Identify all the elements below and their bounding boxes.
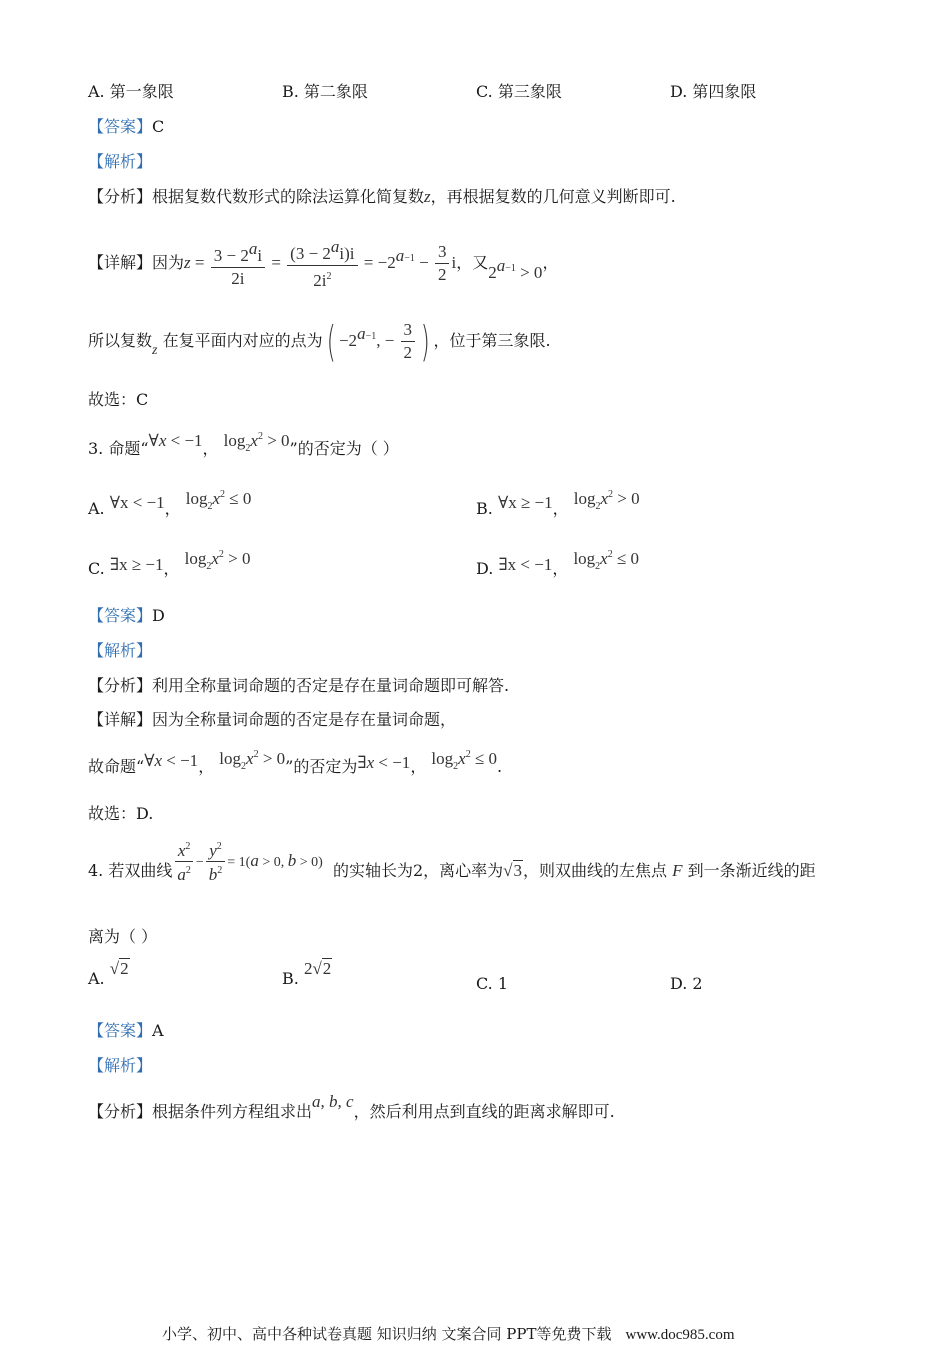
- math-z-eq: z: [184, 253, 191, 272]
- q4-stem-mid: 的实轴长为2，离心率为: [332, 861, 504, 880]
- q2-guxuan: 故选：C: [88, 390, 149, 409]
- q3-answer: [88, 606, 165, 626]
- q4-jiexi: [88, 1056, 152, 1076]
- xiangjie-tag: 【详解】: [88, 253, 153, 272]
- q3-option-a: A. ∀x < −1， $\log_2x^2 \le 0$: [88, 489, 252, 518]
- point-post: ，位于第三象限.: [433, 331, 551, 350]
- xiangjie-mid: ，又: [456, 253, 489, 272]
- answer-value: A: [152, 1021, 164, 1040]
- q4-option-b: B. 2√2: [282, 959, 332, 988]
- q2-jiexi: [88, 152, 152, 172]
- q2-option-a: A. 第一象限: [88, 82, 174, 101]
- xiangjie-pre: 因为: [152, 253, 185, 272]
- conclusion-end: .: [497, 757, 503, 776]
- q2-answer: [88, 117, 164, 137]
- q3-stem-post: ”的否定为（ ）: [289, 439, 399, 458]
- frac-1: $\frac{3 - 2^ai}{2i}$: [211, 238, 265, 290]
- q4-option-d: D. 2: [670, 974, 703, 993]
- answer-tag: 【答案】: [88, 606, 153, 625]
- q3-option-c: C. ∃x ≥ −1， $\log_2x^2 > 0$: [88, 549, 251, 578]
- answer-value: C: [152, 117, 165, 136]
- footer-url[interactable]: www.doc985.com: [625, 1327, 735, 1343]
- q4-stem: 4. 若双曲线 $\frac{x^2}{a^2}$ − $\frac{y^2}{b^2}$ = 1(a > 0, b > 0) 的实轴长为2，离心率为√3，则双曲线的左焦点 F 到一条渐近线的距: [88, 836, 816, 908]
- q2-point: 所以复数z 在复平面内对应的点为( $-2^{a-1}$, − $\frac{3}{2}$ ) ，位于第三象限.: [88, 316, 551, 366]
- xiangjie-text: 因为全称量词命题的否定是存在量词命题，: [152, 710, 457, 729]
- q4-answer: [88, 1021, 164, 1041]
- q4-stem-post: 到一条渐近线的距: [687, 861, 816, 880]
- frac-x2a2: $\frac{x^2}{a^2}$: [174, 838, 194, 885]
- fenxi-text: 根据条件列方程组求出: [152, 1102, 313, 1121]
- frac-2: $\frac{(3 - 2^ai)i}{2i^2}$: [287, 236, 357, 292]
- q4-stem-pre: 4. 若双曲线: [88, 861, 173, 880]
- q3-conclusion: 故命题“∀x < −1， $\log_2x^2 > 0$”的否定为∃x < −1， $\log_2x^2 \le 0$.: [88, 749, 503, 776]
- sqrt-2: √2: [109, 959, 129, 978]
- q4-stem-mid2: ，则双曲线的左焦点: [523, 861, 668, 880]
- answer-value: D: [152, 606, 165, 625]
- jiexi-tag: 【解析】: [88, 1056, 153, 1075]
- frac-3: $\frac{3}{2}$: [435, 241, 450, 286]
- q3-option-d: D. ∃x < −1， $\log_2x^2 \le 0$: [476, 549, 640, 578]
- q2-xiangjie: 【详解】因为z = $\frac{3 - 2^ai}{2i}$ = $\frac{(3 - 2^ai)i}{2i^2}$ = $-2^{a-1}$ − $\frac{3}{2}$ i，又$2^{a-1} > 0$，: [88, 236, 559, 290]
- jiexi-tag: 【解析】: [88, 152, 153, 171]
- q2-option-c: C. 第三象限: [476, 82, 562, 101]
- fenxi-text: 利用全称量词命题的否定是存在量词命题即可解答.: [152, 676, 510, 695]
- conclusion-mid: ”的否定为: [285, 757, 358, 776]
- fenxi-tag: 【分析】: [88, 187, 153, 206]
- math-abc: a, b, c: [312, 1092, 354, 1111]
- q3-stem: 3. 命题“∀x < −1， $\log_2x^2 > 0$”的否定为（ ）: [88, 431, 399, 458]
- q3-option-b: B. ∀x ≥ −1， $\log_2x^2 > 0$: [476, 489, 640, 518]
- xiangjie-tag: 【详解】: [88, 710, 153, 729]
- jiexi-tag: 【解析】: [88, 641, 153, 660]
- frac-4: $\frac{3}{2}$: [401, 319, 416, 364]
- q4-option-a: A. √2: [88, 964, 130, 994]
- q2-option-b: B. 第二象限: [282, 82, 368, 101]
- fenxi-tag: 【分析】: [88, 1102, 153, 1121]
- q3-xiangjie: [88, 710, 456, 730]
- frac-y2b2: $\frac{y^2}{b^2}$: [206, 838, 226, 885]
- math-z: z: [424, 187, 431, 206]
- conclusion-pre: 故命题“: [88, 757, 145, 776]
- q3-jiexi: [88, 641, 152, 661]
- q3-guxuan: 故选：D.: [88, 804, 154, 823]
- fenxi-text2: ，再根据复数的几何意义判断即可.: [430, 187, 676, 206]
- sqrt-3: √3: [503, 861, 522, 880]
- xiangjie-end: ，: [542, 253, 559, 272]
- q3-fenxi: [88, 676, 509, 696]
- q3-stem-pre: 3. 命题“: [88, 439, 149, 458]
- q2-fenxi: [88, 187, 676, 207]
- q4-fenxi: [88, 1092, 615, 1132]
- footer-text: 小学、初中、高中各种试卷真题 知识归纳 文案合同 PPT等免费下载: [162, 1325, 612, 1343]
- q4-stem-line2: 离为（ ）: [88, 927, 158, 946]
- q2-option-d: D. 第四象限: [670, 82, 757, 101]
- q4-option-c: C. 1: [476, 974, 509, 993]
- answer-tag: 【答案】: [88, 117, 153, 136]
- page-footer: [162, 1324, 735, 1345]
- point-mid: 在复平面内对应的点为: [162, 331, 323, 350]
- fenxi-text: 根据复数代数形式的除法运算化简复数: [152, 187, 425, 206]
- q3-stem-sep: ，: [202, 439, 219, 458]
- fenxi-text2: ，然后利用点到直线的距离求解即可.: [353, 1102, 615, 1121]
- point-pre: 所以复数: [88, 331, 153, 350]
- fenxi-tag: 【分析】: [88, 676, 153, 695]
- answer-tag: 【答案】: [88, 1021, 153, 1040]
